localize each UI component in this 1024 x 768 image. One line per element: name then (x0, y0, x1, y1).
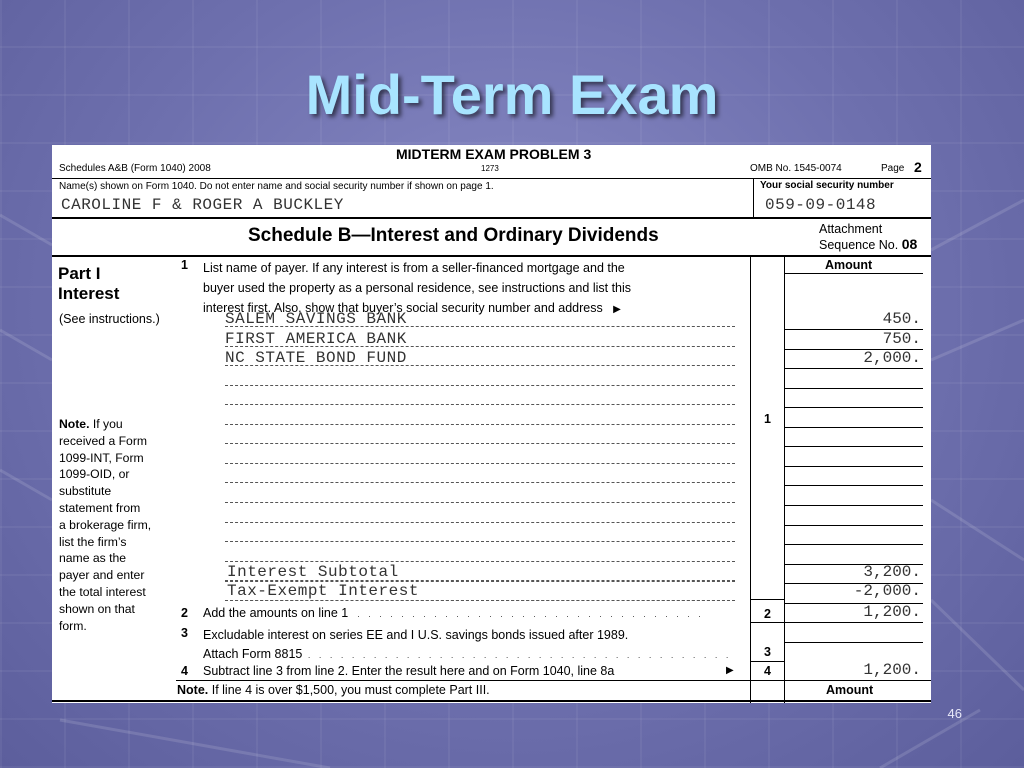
line-4-amount: 1,200. (863, 661, 921, 679)
part-label: Part I (58, 264, 101, 283)
amount-cell-line (785, 388, 923, 389)
schedule-title: Schedule B—Interest and Ordinary Dividends (248, 225, 659, 246)
amount-cell-line (785, 622, 923, 623)
sequence-label (819, 236, 917, 252)
payer-entry-line (225, 404, 735, 405)
divider (784, 255, 785, 703)
divider (750, 255, 785, 256)
payer-entry-line (225, 385, 735, 386)
line-3-number: 3 (181, 626, 188, 640)
box-1-label: 1 (764, 412, 771, 426)
amount-cell-line (785, 368, 923, 369)
subtotal-label: Interest Subtotal (227, 563, 399, 581)
margin-note-line: substitute (59, 484, 112, 499)
line-2-text: Add the amounts on line 1 . . . . . . . . . . . . . . . . . . . . . . . . . . . . . . . . (203, 606, 704, 620)
payer-entry-line (225, 463, 735, 464)
margin-note-line: shown on that (59, 601, 135, 616)
sequence-label-text: Sequence No. (819, 238, 899, 252)
bottom-amount-header: Amount (826, 683, 874, 697)
margin-note (59, 416, 151, 634)
payer-entry-line (225, 502, 735, 503)
arrow-icon: ▶ (613, 304, 621, 315)
sequence-number: 08 (901, 236, 918, 252)
box-3-label: 3 (764, 645, 771, 659)
divider (52, 178, 931, 179)
amount-cell-line (785, 525, 923, 526)
divider (52, 217, 931, 219)
margin-note-line: a brokerage firm, (59, 517, 152, 532)
line-2-number: 2 (181, 606, 188, 620)
line-3-text: Excludable interest on series EE and I U.S. savings bonds issued after 1989. Attach Form 8815 . . . . . . . . . . . . . . . . . . . . . . . . . . . . . . . . . . . . . . . (203, 628, 732, 661)
amount-cell-line (785, 505, 923, 506)
margin-note-line: 1099-OID, or (59, 467, 130, 482)
box-4-label: 4 (764, 664, 771, 678)
divider (750, 661, 785, 662)
payer-entry-line (225, 600, 735, 601)
omb-label: OMB No. 1545-0074 (750, 163, 842, 174)
payer-entry-line (225, 424, 735, 425)
schedules-label: Schedules A&B (Form 1040) 2008 (59, 163, 211, 174)
amount-cell-line (785, 446, 923, 447)
divider (750, 622, 785, 623)
amount-cell-line (785, 485, 923, 486)
leader-dots: . . . . . . . . . . . . . . . . . . . . . . . . . . . . . . . . (351, 609, 704, 619)
payer-entry-line (225, 561, 735, 562)
payer-name: NC STATE BOND FUND (225, 349, 407, 367)
part-name: Interest (58, 284, 120, 303)
slide-title: Mid-Term Exam (305, 63, 719, 126)
form-code: 1273 (481, 164, 499, 173)
payer-entry-line (225, 541, 735, 542)
margin-note-line: list the firm’s (59, 534, 127, 549)
line-1-instructions: List name of payer. If any interest is from a seller-financed mortgage and the buyer used the property as a personal residence, see instructions and list this interest first. Also, show that buyer’s social security number and address ▶ (203, 261, 632, 315)
tax-exempt-amount: -2,000. (853, 582, 921, 600)
amount-cell-line (785, 466, 923, 467)
margin-note-line: Note. If you (59, 417, 123, 431)
subtotal-amount: 3,200. (863, 563, 921, 581)
tax-exempt-label: Tax-Exempt Interest (227, 582, 419, 600)
bottom-note: Note. If line 4 is over $1,500, you must complete Part III. (177, 683, 490, 697)
page-label: Page (881, 163, 905, 174)
ssn-value: 059-09-0148 (765, 196, 877, 214)
payer-amount: 450. (882, 310, 921, 328)
divider (785, 273, 923, 274)
margin-note-line: form. (59, 618, 87, 633)
line-4-text: Subtract line 3 from line 2. Enter the result here and on Form 1040, line 8a (203, 664, 615, 678)
margin-note-line: name as the (59, 551, 127, 566)
leader-dots: . . . . . . . . . . . . . . . . . . . . . . . . . . . . . . . . . . . . . . . (302, 650, 732, 660)
amount-cell-line (785, 642, 923, 643)
payer-name: SALEM SAVINGS BANK (225, 310, 407, 328)
box-2-label: 2 (764, 607, 771, 621)
margin-note-line: payer and enter (59, 568, 145, 583)
amount-cell-line (785, 427, 923, 428)
ssn-label: Your social security number (760, 180, 894, 191)
line-1-number: 1 (181, 258, 188, 272)
margin-note-line: the total interest (59, 584, 146, 599)
amount-cell-line (785, 407, 923, 408)
divider (750, 255, 751, 703)
names-label: Name(s) shown on Form 1040. Do not enter name and social security number if shown on page 1. (59, 181, 494, 192)
amount-cell-line (785, 544, 923, 545)
payer-entry-line (225, 443, 735, 444)
margin-note-line: 1099-INT, Form (59, 450, 144, 465)
tax-form-schedule-b (52, 145, 931, 703)
line-2-amount: 1,200. (863, 603, 921, 621)
payer-amount: 2,000. (863, 349, 921, 367)
payer-name: FIRST AMERICA BANK (225, 330, 407, 348)
margin-note-line: received a Form (59, 433, 148, 448)
exam-title: MIDTERM EXAM PROBLEM 3 (396, 146, 592, 162)
divider (52, 255, 931, 257)
payer-amount: 750. (882, 330, 921, 348)
divider (750, 599, 785, 600)
attachment-label: Attachment (819, 222, 883, 236)
payer-entry-line (225, 482, 735, 483)
divider (753, 178, 754, 218)
divider (176, 680, 931, 681)
slide-page-number: 46 (947, 706, 962, 721)
taxpayer-names: CAROLINE F & ROGER A BUCKLEY (61, 196, 344, 214)
margin-note-line: statement from (59, 500, 141, 515)
see-instructions: (See instructions.) (59, 312, 160, 326)
page-value: 2 (914, 159, 922, 175)
arrow-icon: ▶ (726, 665, 734, 676)
divider (52, 700, 931, 702)
amount-header: Amount (825, 258, 873, 272)
payer-entry-line (225, 522, 735, 523)
line-4-number: 4 (181, 664, 188, 678)
